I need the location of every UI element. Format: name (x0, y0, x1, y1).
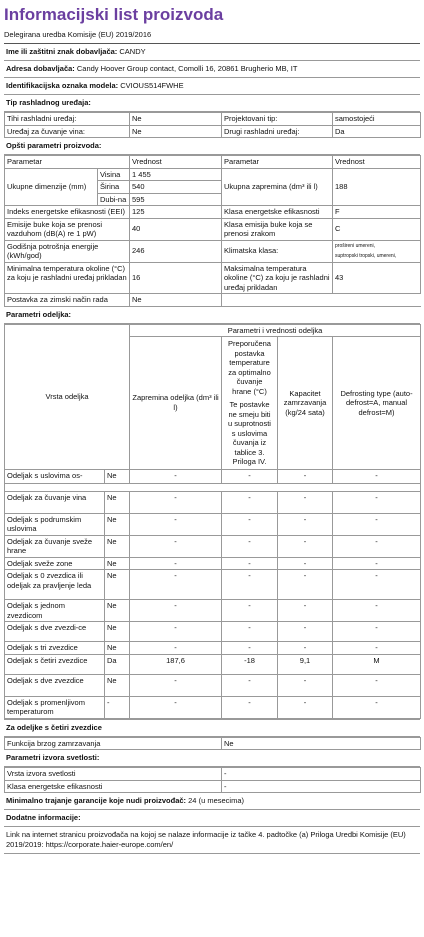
device-label-1: Uređaj za čuvanje vina: (5, 125, 130, 138)
compartment-temp: - (222, 570, 278, 600)
compartment-defrost: - (333, 570, 421, 600)
warranty-row (4, 793, 420, 810)
table-row (5, 642, 421, 655)
compartment-temp: - (222, 469, 278, 483)
compartment-defrost: - (333, 513, 421, 535)
header-value-2: Vrednost (333, 156, 421, 169)
compartments-title: Parametri odeljka: (4, 307, 420, 324)
device-value-1: Ne (130, 125, 222, 138)
dim-value: 540 (130, 181, 222, 194)
compartment-volume: - (130, 535, 222, 557)
compartment-temp: - (222, 491, 278, 513)
header-param-2: Parametar (222, 156, 333, 169)
dims-label: Ukupne dimenzije (mm) (5, 168, 98, 206)
device-label-2: Projektovani tip: (222, 113, 333, 126)
compartment-present: Ne (105, 535, 130, 557)
compartment-capacity: - (278, 513, 333, 535)
compartment-present: Ne (105, 674, 130, 696)
empty-cell (222, 294, 421, 307)
compartment-present: Ne (105, 600, 130, 622)
param-label: Indeks energetske efikasnosti (EEI) (5, 206, 130, 219)
compartment-present: Ne (105, 513, 130, 535)
compartment-volume: - (130, 622, 222, 642)
compartment-present: Ne (105, 491, 130, 513)
spacer-row (5, 483, 421, 491)
compartment-volume: - (130, 642, 222, 655)
table-row (5, 622, 421, 642)
compartment-volume: - (130, 600, 222, 622)
param-value: 246 (130, 240, 222, 262)
param-label: Emisije buke koja se prenosi vazduhom (dB(A) re 1 pW) (5, 218, 130, 240)
volume-value: 188 (333, 168, 421, 206)
four-star-table (4, 737, 421, 751)
table-row (5, 294, 421, 307)
param-label: Godišnja potrošnja energije (kWh/god) (5, 240, 130, 262)
compartment-temp: - (222, 622, 278, 642)
light-table (4, 767, 421, 793)
compartment-volume: 187,6 (130, 654, 222, 674)
compartment-name: Odeljak s uslovima os- (5, 469, 105, 483)
table-row (5, 557, 421, 570)
dim-key: Dubi-na (98, 193, 130, 206)
additional-text: Link na internet stranicu proizvođača na kojoj se nalaze informacije iz tačke 4. padtočke (a) Priloga Uredbi Komisije (EU) 2019/2019: https://corporate.haier-europe.com/en/ (4, 827, 420, 854)
param-value: 40 (130, 218, 222, 240)
table-row (5, 570, 421, 600)
table-header-row (5, 156, 421, 169)
supplier-label: Ime ili zaštitni znak dobavljača: (6, 47, 118, 56)
device-value-2: Da (333, 125, 421, 138)
model-label: Identifikacijska oznaka modela: (6, 81, 119, 90)
regulation-text: Delegirana uredba Komisije (EU) 2019/2016 (4, 30, 152, 39)
param-value-2: 43 (333, 262, 421, 294)
compartment-temp: -18 (222, 654, 278, 674)
supplier-value: CANDY (119, 47, 146, 56)
compartment-name: Odeljak s promenljivom temperaturom (5, 696, 105, 718)
param-value: 16 (130, 262, 222, 294)
compartment-volume: - (130, 513, 222, 535)
table-row (5, 206, 421, 219)
general-title: Opšti parametri proizvoda: (4, 138, 420, 155)
table-row (5, 469, 421, 483)
compartment-name: Odeljak za čuvanje sveže hrane (5, 535, 105, 557)
header-param: Parametar (5, 156, 130, 169)
table-row (5, 696, 421, 718)
compartment-present: - (105, 696, 130, 718)
compartment-capacity: - (278, 642, 333, 655)
volume-label: Ukupna zapremina (dm³ ili l) (222, 168, 333, 206)
page-title: Informacijski list proizvoda (4, 5, 224, 24)
model-value: CVIOUS514FWHE (120, 81, 184, 90)
compartment-capacity: - (278, 570, 333, 600)
param-value: Ne (130, 294, 222, 307)
param-value-2: F (333, 206, 421, 219)
compartment-temp: - (222, 696, 278, 718)
light-label: Vrsta izvora svetlosti (5, 768, 222, 781)
compartment-name: Odeljak s četiri zvezdice (5, 654, 105, 674)
header-volume: Zapremina odeljka (dm³ ili l) (130, 337, 222, 470)
param-label-2: Maksimalna temperatura okoline (°C) za koju je rashladni uređaj prikladan (222, 262, 333, 294)
compartment-capacity: - (278, 557, 333, 570)
address-value: Candy Hoover Group contact, Comolli 16, 20861 Brugherio MB, IT (76, 64, 298, 73)
compartment-present: Da (105, 654, 130, 674)
table-row (5, 737, 421, 750)
compartment-temp: - (222, 600, 278, 622)
param-value: 125 (130, 206, 222, 219)
compartment-name: Odeljak s dve zvezdice (5, 674, 105, 696)
light-value: - (222, 768, 421, 781)
address-row (4, 61, 420, 78)
table-row (5, 113, 421, 126)
warranty-label: Minimalno trajanje garancije koje nudi proizvođač: (6, 796, 187, 805)
compartment-present: Ne (105, 642, 130, 655)
additional-title: Dodatne informacije: (4, 810, 420, 827)
header-temp (222, 337, 278, 470)
spacer-cell (5, 483, 421, 491)
param-label-2: Klasa energetske efikasnosti (222, 206, 333, 219)
table-row (5, 262, 421, 294)
light-title: Parametri izvora svetlosti: (4, 750, 420, 767)
compartment-defrost: - (333, 491, 421, 513)
compartments-table (4, 324, 421, 719)
compartment-defrost: - (333, 674, 421, 696)
compartment-defrost: - (333, 696, 421, 718)
table-row (5, 674, 421, 696)
compartment-capacity: - (278, 674, 333, 696)
fast-freeze-value: Ne (222, 737, 421, 750)
compartment-present: Ne (105, 557, 130, 570)
compartment-temp: - (222, 674, 278, 696)
table-row (5, 240, 421, 262)
table-row (5, 768, 421, 781)
light-value: - (222, 780, 421, 793)
compartment-capacity: - (278, 491, 333, 513)
compartment-name: Odeljak sveže zone (5, 557, 105, 570)
device-value-1: Ne (130, 113, 222, 126)
address-label: Adresa dobavljača: (6, 64, 75, 73)
device-label-2: Drugi rashladni uređaj: (222, 125, 333, 138)
table-row (5, 491, 421, 513)
compartment-defrost: - (333, 622, 421, 642)
compartment-temp: - (222, 642, 278, 655)
compartment-temp: - (222, 535, 278, 557)
table-row (5, 654, 421, 674)
fast-freeze-label: Funkcija brzog zamrzavanja (5, 737, 222, 750)
compartment-present: Ne (105, 622, 130, 642)
device-type-title: Tip rashladnog uređaja: (4, 95, 420, 112)
table-header-row (5, 324, 421, 337)
compartment-defrost: - (333, 469, 421, 483)
device-value-2: samostojeći (333, 113, 421, 126)
compartment-defrost: - (333, 535, 421, 557)
product-info-sheet (4, 4, 420, 854)
param-label-2: Klasa emisija buke koja se prenosi zrakom (222, 218, 333, 240)
compartment-capacity: - (278, 622, 333, 642)
dim-key: Širina (98, 181, 130, 194)
compartment-defrost: - (333, 557, 421, 570)
table-row (5, 535, 421, 557)
warranty-value: 24 (u mesecima) (188, 796, 244, 805)
header-capacity: Kapacitet zamrzavanja (kg/24 sata) (278, 337, 333, 470)
general-table (4, 155, 421, 307)
light-label: Klasa energetske efikasnosti (5, 780, 222, 793)
compartment-name: Odeljak s 0 zvezdica ili odeljak za pravljenje leda (5, 570, 105, 600)
compartment-temp: - (222, 513, 278, 535)
device-type-table (4, 112, 421, 138)
compartment-defrost: M (333, 654, 421, 674)
header-group: Parametri i vrednosti odeljka (130, 324, 421, 337)
model-row (4, 78, 420, 95)
compartment-volume: - (130, 674, 222, 696)
compartment-name: Odeljak s dve zvezdi-ce (5, 622, 105, 642)
compartment-capacity: - (278, 469, 333, 483)
dim-key: Visina (98, 168, 130, 181)
compartment-present: Ne (105, 469, 130, 483)
param-label-2: Klimatska klasa: (222, 240, 333, 262)
compartment-capacity: - (278, 696, 333, 718)
four-star-title: Za odeljke s četiri zvezdice (4, 719, 420, 737)
dim-value: 1 455 (130, 168, 222, 181)
header-temp-text-1: Preporučena postavka temperature za optimalno čuvanje hrane (°C) (228, 339, 271, 396)
device-label-1: Tihi rashladni uređaj: (5, 113, 130, 126)
compartment-volume: - (130, 570, 222, 600)
compartment-defrost: - (333, 600, 421, 622)
param-label: Minimalna temperatura okoline (°C) za koju je rashladni uređaj prikladan (5, 262, 130, 294)
compartment-name: Odeljak s tri zvezdice (5, 642, 105, 655)
table-row (5, 168, 421, 181)
compartment-defrost: - (333, 642, 421, 655)
compartment-volume: - (130, 696, 222, 718)
table-row (5, 513, 421, 535)
table-row (5, 600, 421, 622)
climate-class-line-1: prošireni umereni, (335, 243, 376, 249)
param-label: Postavka za zimski način rada (5, 294, 130, 307)
compartment-volume: - (130, 491, 222, 513)
header-type: Vrsta odeljka (5, 324, 130, 469)
compartment-capacity: 9,1 (278, 654, 333, 674)
climate-class-line-2: suptropski tropski, umereni, (335, 252, 397, 259)
compartment-name: Odeljak za čuvanje vina (5, 491, 105, 513)
compartment-capacity: - (278, 600, 333, 622)
compartment-temp: - (222, 557, 278, 570)
compartment-name: Odeljak s jednom zvezdicom (5, 600, 105, 622)
dim-value: 595 (130, 193, 222, 206)
table-row (5, 218, 421, 240)
header-value: Vrednost (130, 156, 222, 169)
compartment-volume: - (130, 469, 222, 483)
compartment-capacity: - (278, 535, 333, 557)
header-temp-text-2: Te postavke ne smeju biti u suprotnosti s uslovima čuvanja iz tablice 3. Priloga IV. (228, 400, 271, 466)
compartment-volume: - (130, 557, 222, 570)
climate-class-value (333, 240, 421, 262)
table-row (5, 125, 421, 138)
param-value-2: C (333, 218, 421, 240)
compartment-present: Ne (105, 570, 130, 600)
compartment-name: Odeljak s podrumskim uslovima (5, 513, 105, 535)
supplier-row (4, 44, 420, 61)
table-row (5, 780, 421, 793)
header-defrost: Defrosting type (auto-defrost=A, manual defrost=M) (333, 337, 421, 470)
